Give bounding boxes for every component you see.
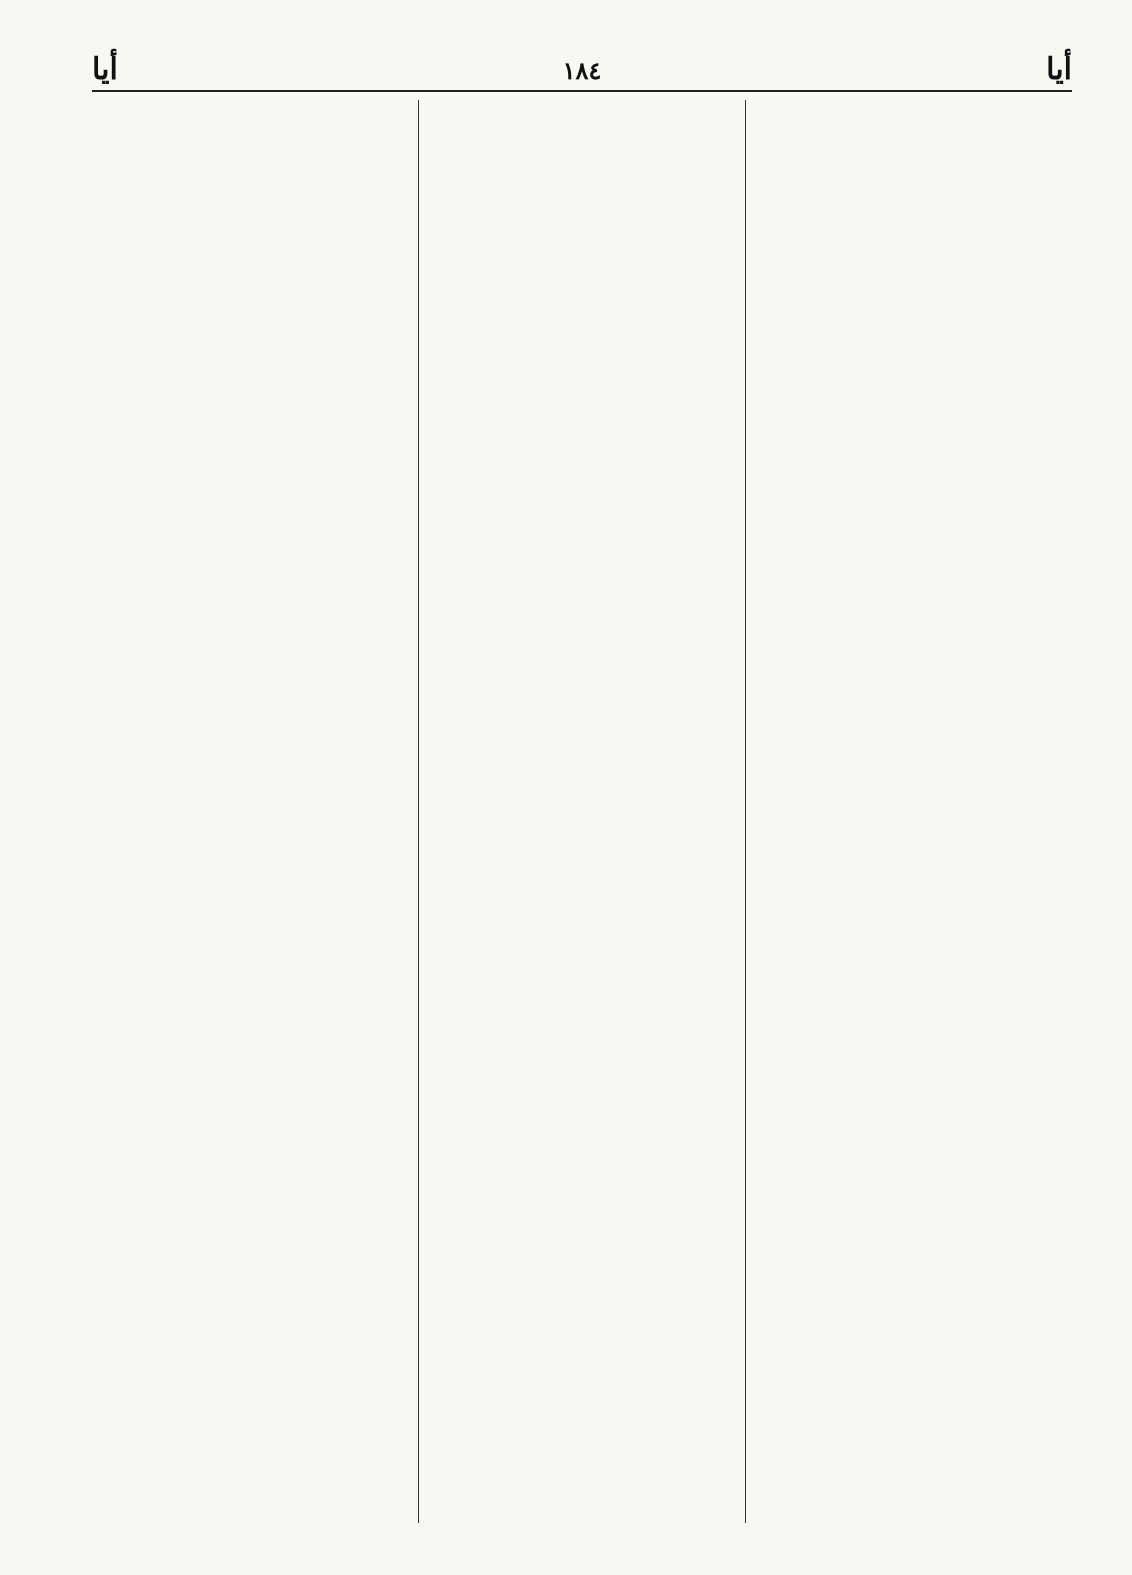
header-keyword-right: أيا xyxy=(1046,52,1072,87)
column-right xyxy=(746,100,1072,1523)
page-number: ١٨٤ xyxy=(562,56,602,85)
text-columns xyxy=(92,100,1072,1523)
column-left xyxy=(92,100,419,1523)
page-header xyxy=(92,52,1072,92)
header-keyword-left: أيا xyxy=(92,52,118,87)
header-rule xyxy=(92,90,1072,92)
column-middle xyxy=(419,100,746,1523)
